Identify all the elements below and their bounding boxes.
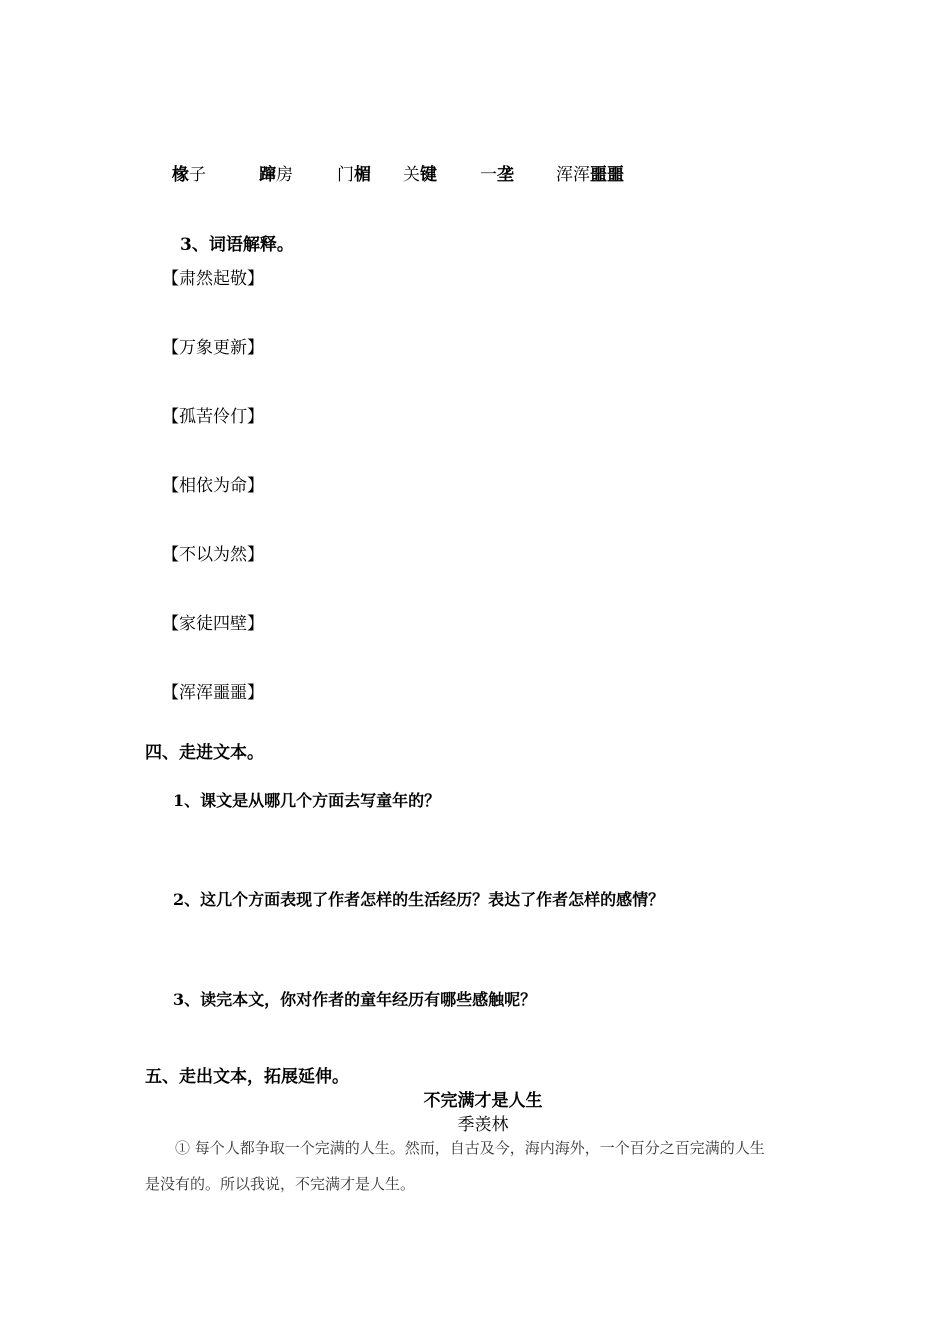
section-heading: 四、走进文本。 <box>145 743 264 763</box>
question: 2、这几个方面表现了作者怎样的生活经历？表达了作者怎样的感情？ <box>173 890 665 909</box>
term-label: 【相依为命】 <box>162 476 264 496</box>
term-label: 【不以为然】 <box>162 545 264 565</box>
term-label: 【孤苦伶仃】 <box>162 407 264 427</box>
section-heading: 3、词语解释。 <box>180 235 294 255</box>
article-author: 季羡林 <box>457 1115 509 1135</box>
term-label: 【肃然起敬】 <box>162 269 264 289</box>
term-label: 【家徒四壁】 <box>162 614 264 634</box>
term-label: 【浑浑噩噩】 <box>162 683 264 703</box>
word-item: 椽子 <box>172 165 206 185</box>
word-item: 一垄 <box>480 165 514 185</box>
question: 3、读完本文，你对作者的童年经历有哪些感触呢？ <box>173 990 537 1009</box>
article-title: 不完满才是人生 <box>423 1091 543 1111</box>
term-label: 【万象更新】 <box>162 338 264 358</box>
word-item: 门楣 <box>337 165 371 185</box>
word-item: 蹿房 <box>259 165 293 185</box>
question: 1、课文是从哪几个方面去写童年的？ <box>173 791 441 810</box>
paragraph-line: 是没有的。所以我说，不完满才是人生。 <box>145 1175 416 1193</box>
word-item: 关键 <box>403 165 437 185</box>
section-heading: 五、走出文本，拓展延伸。 <box>145 1067 349 1087</box>
paragraph-line: ① 每个人都争取一个完满的人生。然而，自古及今，海内海外，一个百分之百完满的人生 <box>175 1139 765 1157</box>
word-item: 浑浑噩噩 <box>556 165 624 185</box>
